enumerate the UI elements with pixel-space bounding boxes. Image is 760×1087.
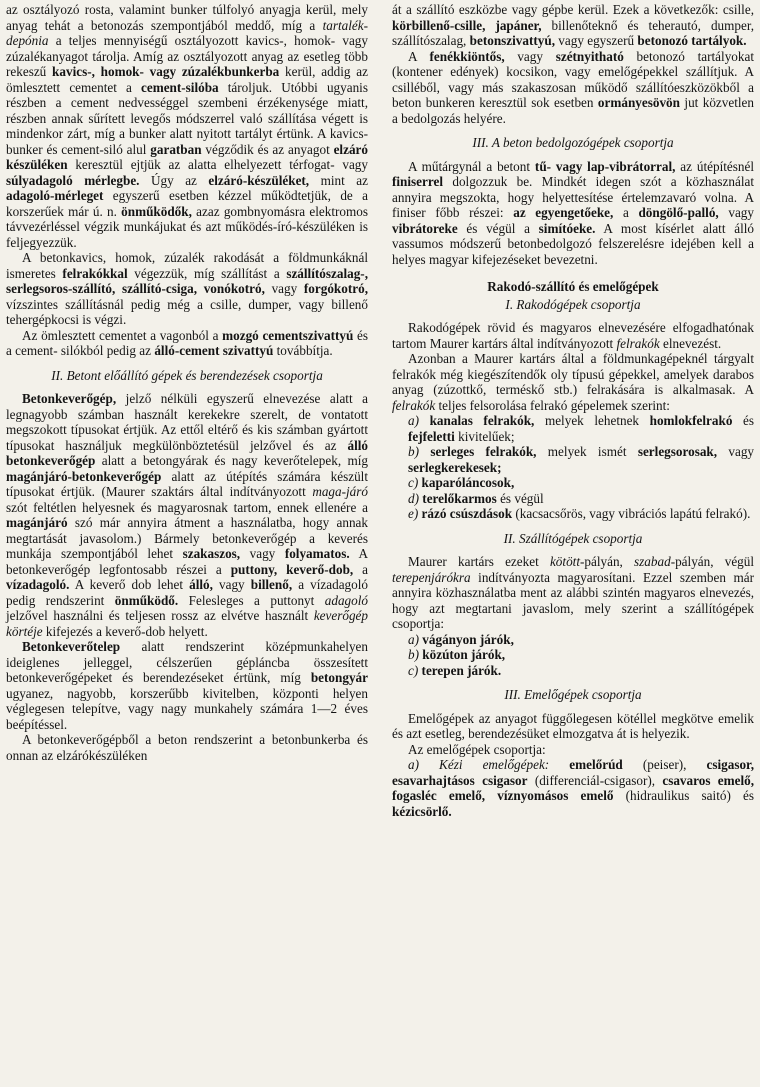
text-run: A betonkeverőgépből a beton rendszerint a betonbunkerba és onnan az elzárókészüléken xyxy=(6,732,368,763)
bold-term: forgókotró, xyxy=(303,281,368,296)
bold-term: elzáró-készüléket, xyxy=(208,172,310,188)
list-felrakok xyxy=(392,413,754,522)
text-run: az osztályozó rosta, valamint bunker túlfolyó anyagja kerül, mely anyag tehát a betonozás szempontjából meddő, míg a xyxy=(6,2,368,33)
bold-term: vízadagoló. xyxy=(6,577,70,592)
bold-term: önműködő. xyxy=(114,592,179,608)
text-run: vagy xyxy=(212,577,251,592)
bold-term: fenékkiöntős, xyxy=(429,48,505,64)
italic-term: a) Kézi emelőgépek: xyxy=(408,757,550,772)
italic-term: b) xyxy=(408,444,419,459)
text-run: A xyxy=(408,48,430,64)
bold-term: magánjáró xyxy=(6,515,68,530)
bold-term: álló, xyxy=(189,577,213,592)
text-run: továbbítja. xyxy=(273,343,333,358)
italic-term: a) xyxy=(408,413,419,428)
text-run: végződik és az anyagot xyxy=(201,141,334,157)
paragraph xyxy=(6,639,368,732)
bold-term: serlegkerekesek; xyxy=(408,459,502,475)
list-item xyxy=(392,647,754,663)
text-run: A keverő dob lehet xyxy=(69,577,190,592)
text-run: Az ömlesztett cementet a vagonból a xyxy=(22,327,223,343)
text-run: végezzük, míg szállítást a xyxy=(127,265,287,281)
section-heading: III. Emelőgépek csoportja xyxy=(504,687,642,702)
text-run: mint az xyxy=(309,172,368,188)
text-run: és xyxy=(732,413,754,428)
bold-term: puttony, keverő-dob, xyxy=(230,561,354,577)
text-run: egyszerű esetben kézzel működtetjük, de a korszerűek már ú. n. xyxy=(6,188,368,219)
paragraph xyxy=(6,328,368,359)
list-item xyxy=(392,632,754,648)
text-run: jut közvetlen a bedolgozás helyére. xyxy=(392,95,755,126)
section-heading: III. A beton bedolgozógépek csoportja xyxy=(472,135,674,150)
text-run: A betonkeverőgép legfontosabb részei a xyxy=(6,546,368,577)
text-run: elnevezést. xyxy=(659,335,722,351)
text-run xyxy=(549,757,569,772)
text-run: Maurer kartárs ezeket xyxy=(408,554,550,569)
text-run: melyek ismét xyxy=(536,444,638,459)
bold-term: betongyár xyxy=(310,670,368,685)
bold-term: rázó csúszdások xyxy=(421,506,513,521)
bold-term: ormányesövön xyxy=(597,95,680,110)
paragraph xyxy=(6,391,368,639)
bold-term: kavics-, homok- vagy zúzalékbunkerba xyxy=(52,64,280,79)
text-run: az útépítésnél xyxy=(675,158,754,174)
text-run: vízszintes szállításnál pedig még a csille, dumper, vagy billenő tehergépkocsi is végzi. xyxy=(6,296,368,327)
bold-term: csavaros emelő, fogasléc emelő, víznyomásos emelő xyxy=(392,772,755,803)
bold-term: emelőrúd xyxy=(569,757,623,772)
text-run xyxy=(419,413,430,428)
bold-term: kézicsörlő. xyxy=(392,803,452,819)
text-run: és a cement- silókból pedig az xyxy=(6,327,368,358)
text-run: Úgy az xyxy=(139,172,209,188)
text-run: a teljes mennyiségű osztályozott kavics-, homok- vagy zúzalékanyagot tárolja. Amíg az osztályozott anyag az esetleg több rekeszű xyxy=(6,33,368,79)
text-run: Felesleges a puttonyt xyxy=(178,592,325,608)
text-run: dolgozzuk be. Mindkét idegen szót a közhasználat annyira megszokta, hogy helyettesítése értelemzavaró volna. A finiser főbb részei: xyxy=(392,174,754,220)
bold-term: garatban xyxy=(150,141,202,157)
italic-term: terepenjárókra xyxy=(392,569,471,585)
text-run: kerül, addig az ömlesztett cementet a xyxy=(6,64,368,95)
bold-term: önműködők, xyxy=(121,203,192,219)
section-heading: I. Rakodógépek csoportja xyxy=(505,296,641,312)
text-run: Az emelőgépek csoportja: xyxy=(408,741,546,757)
bold-term: döngölő-palló, xyxy=(638,205,719,220)
main-heading: Rakodó-szállító és emelőgépek xyxy=(487,279,659,294)
text-run: melyek lehetnek xyxy=(534,413,650,428)
text-run: betonozó tartályokat (kontener edények) kocsikon, vagy emelőgépekkel szállítjuk. A csilléből, vagy más szakaszosan működő szállítóeszközökből a beton bunkeren keresztül sok esetben xyxy=(392,48,755,110)
text-run: -pályán, xyxy=(580,554,635,569)
bold-term: tű- vagy lap-vibrátorral, xyxy=(534,158,676,174)
text-run: (differenciál-csigasor), xyxy=(527,772,663,788)
list-szallitogepek xyxy=(392,632,754,679)
bold-term: finiserrel xyxy=(392,174,444,189)
text-run: Emelőgépek az anyagot függőlegesen kötéllel megkötve emelik és azt esetleg, berendezésüket elmozgatva át is helyezik. xyxy=(392,710,754,741)
text-run: szót feltétlen helyesnek és magyarosnak tartom, ennek ellenére a xyxy=(6,499,368,515)
list-item xyxy=(392,475,754,491)
bold-term: homlokfelrakó xyxy=(649,413,733,428)
bold-term: szállítószalag-, serlegsoros-szállító, szállító-csiga, vonókotró, xyxy=(6,265,368,296)
bold-term: folyamatos. xyxy=(284,546,350,561)
text-run: át a szállító eszközbe vagy gépbe kerül. Ezek a következők: csille, xyxy=(392,2,754,17)
text-run: teljes felsorolása felrakó gépelemek szerint: xyxy=(435,397,670,413)
bold-term: csigasor, esavarhajtásos csigasor xyxy=(392,757,754,788)
text-run: indítványozta magyarosítani. Ezzel szemben már annyira közhasználatba ment az alábbi szintén magyaros elnevezés, hogy azt megtartani javaslom, mely szerint a szállítógépek csoportja: xyxy=(392,569,754,631)
bold-term: súlyadagoló mérlegbe. xyxy=(6,172,140,188)
text-run: -pályán, végül xyxy=(670,554,755,569)
text-run: a xyxy=(613,205,639,220)
bold-term: serleges felrakók, xyxy=(430,444,537,459)
text-run: A műtárgynál a betont xyxy=(408,158,535,174)
paragraph xyxy=(392,351,754,413)
text-run: és végül a xyxy=(457,220,539,236)
section-heading: II. Szállítógépek csoportja xyxy=(503,530,643,546)
bold-term: az egyengetőeke, xyxy=(513,205,614,220)
text-run: szó már annyira átment a használatba, hogy annak megtartását javasolom.) Bármely betonkeverőgép a keverés munkája szempontjából lehet xyxy=(6,515,368,561)
bold-term: felrakókkal xyxy=(62,265,128,281)
list-item xyxy=(392,413,754,444)
bold-term: Betonkeverőtelep xyxy=(22,639,121,654)
paragraph xyxy=(392,49,754,127)
italic-term: e) xyxy=(408,506,419,521)
italic-term: felrakók xyxy=(392,397,436,413)
text-run: (peiser), xyxy=(622,757,707,772)
list-item xyxy=(392,506,754,522)
text-run: A betonkavics, homok, zúzalék rakodását a földmunkáknál ismeretes xyxy=(6,250,368,281)
text-run: Azonban a Maurer kartárs által a földmunkagépeknél tárgyalt felrakók még kiegészítendők oly típusú gépekkel, amelyek darabos anyag (zúzottkő, terméskő stb.) felrakására is alkalmasak. A xyxy=(392,351,754,397)
italic-term: tartalék-depónia xyxy=(6,17,368,48)
italic-term: d) xyxy=(408,490,419,506)
left-column xyxy=(6,2,368,763)
paragraph xyxy=(392,757,754,819)
bold-term: közúton járók, xyxy=(422,647,506,662)
list-item xyxy=(392,663,754,679)
text-run: jelző nélküli egyszerű elnevezése alatt a legnagyobb számban használt kerekekre szerelt, de vontatott megszokott típusokat értjük. Az ettől eltérő és kis számban gyártott típusokat használjuk megkülönböztetésül jelzővel és az xyxy=(6,391,368,453)
italic-term: c) xyxy=(408,475,419,490)
bold-term: vágányon járók, xyxy=(422,631,514,647)
text-run: vagy xyxy=(240,546,285,561)
bold-term: elzáró készüléken xyxy=(6,141,368,172)
bold-term: adagoló-mérleget xyxy=(6,188,104,203)
paragraph xyxy=(392,2,754,49)
paragraph xyxy=(392,554,754,632)
text-run: vagy xyxy=(717,444,755,459)
bold-term: terelőkarmos xyxy=(422,490,497,506)
bold-term: serlegsorosak, xyxy=(637,444,718,459)
bold-term: Betonkeverőgép, xyxy=(22,391,117,406)
bold-term: billenő, xyxy=(250,577,293,592)
text-run: (hidraulikus saitó) és xyxy=(613,788,754,803)
bold-term: magánjáró-betonkeverőgép xyxy=(6,468,162,484)
bold-term: vibrátoreke xyxy=(392,220,458,236)
text-run: Rakodógépek rövid és magyaros elnevezésére elfogadhatónak tartom Maurer kartárs által indítványozott xyxy=(392,320,754,351)
bold-term: kanalas felrakók, xyxy=(429,413,535,428)
bold-term: mozgó cementszivattyú xyxy=(222,327,354,343)
bold-term: fejfeletti xyxy=(408,428,455,444)
bold-term: álló betonkeverőgép xyxy=(6,437,368,468)
italic-term: szabad xyxy=(634,554,671,569)
section-heading: II. Betont előállító gépek és berendezések csoportja xyxy=(51,367,323,383)
bold-term: cement-silóba xyxy=(141,79,219,95)
text-run: keresztül ejtjük az alatta elhelyezett térfogat- vagy xyxy=(67,157,368,172)
bold-term: szétnyitható xyxy=(555,48,624,64)
paragraph xyxy=(6,250,368,328)
text-run: kivitelűek; xyxy=(454,428,515,444)
italic-term: keverőgép körtéje xyxy=(6,608,368,639)
italic-term: maga-járó xyxy=(312,484,368,499)
paragraph xyxy=(392,320,754,351)
text-run: billenőteknő és teherautó, dumper, szállítószalag, xyxy=(392,17,754,48)
text-run: és végül xyxy=(496,490,544,506)
text-run xyxy=(419,444,430,459)
text-run: alatt rendszerint középmunkahelyen ideiglenes jelleggel, célszerűen gépláncba összesített betonkeverőgépeket és berendezéseket értünk, míg xyxy=(6,639,368,685)
text-run: jelzővel használni és teljesen rossz az elvétve használt xyxy=(6,608,314,623)
italic-term: c) xyxy=(408,662,419,678)
bold-term: szakaszos, xyxy=(182,546,241,561)
paragraph xyxy=(392,742,754,758)
text-run: vagy xyxy=(718,205,754,220)
italic-term: felrakók xyxy=(616,335,660,351)
text-run: alatt az útépítés számára készült típusokat értjük. (Maurer szaktárs által indítványozott xyxy=(6,468,368,499)
text-run: vagy xyxy=(504,48,556,64)
bold-term: álló-cement szivattyú xyxy=(154,343,274,358)
bold-term: körbillenő-csille, japáner, xyxy=(392,17,542,33)
text-run: (kacsacsőrös, vagy vibrációs lapátú felrakó). xyxy=(512,506,751,521)
text-run: kifejezés a keverő-dob helyett. xyxy=(42,623,208,639)
list-item xyxy=(392,444,754,475)
paragraph xyxy=(6,2,368,250)
text-run: alatt a betongyárak és nagy keverőtelepek, míg xyxy=(95,453,368,468)
italic-term: b) xyxy=(408,647,419,662)
italic-term: kötött xyxy=(549,554,580,569)
text-run: a xyxy=(353,561,368,577)
list-item xyxy=(392,491,754,507)
bold-term: terepen járók. xyxy=(421,662,502,678)
text-run: a vízadagoló pedig rendszerint xyxy=(6,577,369,608)
italic-term: adagoló xyxy=(324,592,368,608)
bold-term: betonszivattyú, xyxy=(469,33,555,48)
text-run: ugyanez, nagyobb, korszerűbb kivitelben, központi helyen véglegesen telepítve, vagy nagy munkahely számára 1—2 éves beépítéssel. xyxy=(6,685,368,732)
paragraph xyxy=(6,732,368,763)
bold-term: kaparóláncosok, xyxy=(421,475,515,490)
right-column xyxy=(392,2,754,819)
text-run: azaz gombnyomásra elektromos távvezérléssel végzik munkájukat és azt működés-író-készüléken is feljegyezzük. xyxy=(6,203,368,250)
paragraph xyxy=(392,711,754,742)
bold-term: simítóeke. xyxy=(538,220,596,236)
italic-term: a) xyxy=(408,631,419,647)
text-run: vagy xyxy=(264,281,304,296)
text-run: A most kísérlet alatt álló vassumos módszerű betonbedolgozó felszerelésre idejében kell a helyes magyar kifejezéseket bevezetni. xyxy=(392,220,754,267)
paragraph xyxy=(392,159,754,268)
text-run: tároljuk. Utóbbi ugyanis részben a cement nedvességgel szembeni érzékenysége miatt, részben annak sűrített levegős módszerrel való szállítása végett is mindenkor zárt, míg a bunker alatt nyitott tartályt értünk. A kavics-bunker és cement-siló alul xyxy=(6,79,368,157)
text-run: vagy egyszerű xyxy=(555,33,638,48)
bold-term: betonozó tartályok. xyxy=(637,33,747,48)
